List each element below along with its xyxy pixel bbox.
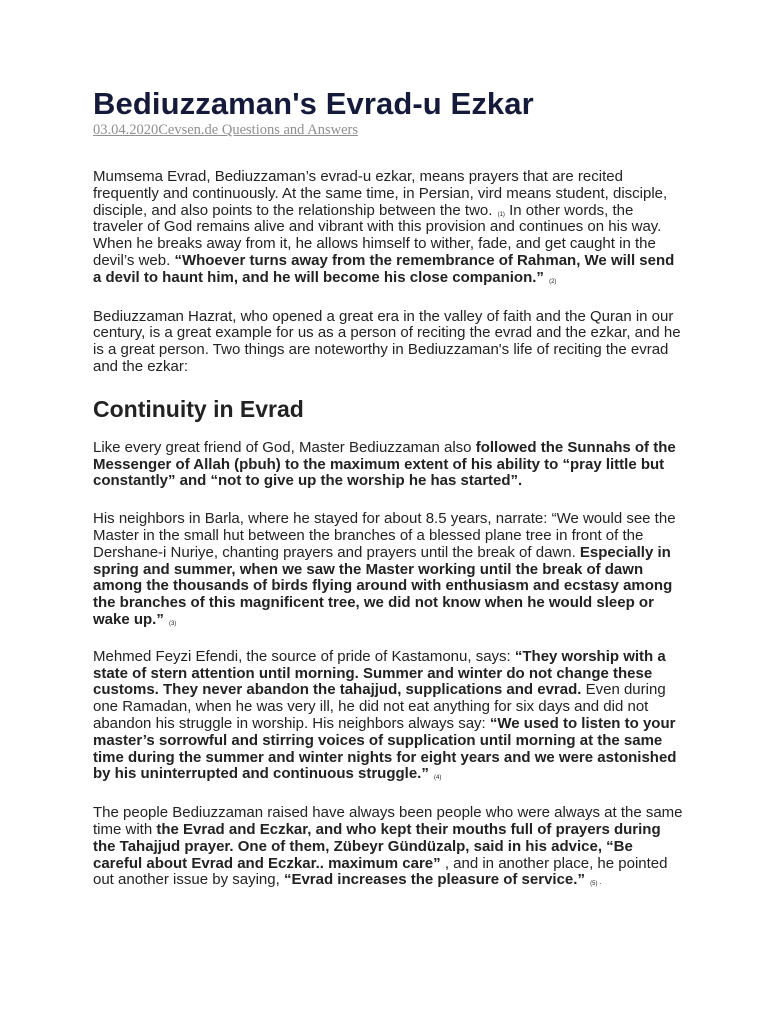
paragraph-text: The people Bediuzzaman raised have always been people who were always at the same time with bbox=[93, 804, 683, 838]
emphasis-text: “Evrad increases the pleasure of service.” bbox=[283, 871, 585, 889]
footnote-ref-5: (5) bbox=[590, 881, 598, 888]
paragraph-text: In other words, the traveler of God remains alive and vibrant with this provision and continues on his way. When he breaks away from it, he allows himself to wither, fade, and get caught in the devil’s web. bbox=[93, 201, 662, 269]
article-meta bbox=[93, 122, 683, 139]
emphasis-text: “We used to listen to your master’s sorrowful and stirring voices of supplication until morning at the same time during the summer and winter nights for eight years and we were astonished by his uninterrupted and continuous struggle.” bbox=[93, 714, 677, 783]
paragraph-text: Like every great friend of God, Master Bediuzzaman also bbox=[93, 438, 476, 456]
paragraph-text: Mehmed Feyzi Efendi, the source of pride of Kastamonu, says: bbox=[93, 647, 515, 665]
article bbox=[93, 86, 683, 892]
paragraph-intro bbox=[93, 169, 683, 287]
paragraph-barla bbox=[93, 511, 683, 629]
emphasis-text: the Evrad and Eczkar, and who kept their mouths full of prayers during the Tahajjud prayer. One of them, Zübeyr Gündüzalp, said in his advice, “Be careful about Evrad and Eczkar.. maximum care” bbox=[93, 820, 661, 872]
footnote-ref-1: (1) bbox=[497, 211, 505, 218]
quote-text: “Whoever turns away from the remembrance of Rahman, We will send a devil to haunt him, and he will become his close companion.” bbox=[93, 251, 675, 286]
paragraph-sunnah bbox=[93, 440, 683, 490]
trailing-text: . bbox=[597, 879, 602, 887]
article-date-link[interactable]: 03.04.2020 bbox=[93, 122, 159, 138]
paragraph-students bbox=[93, 805, 683, 892]
article-title: Bediuzzaman's Evrad-u Ezkar bbox=[93, 86, 534, 121]
paragraph-text: His neighbors in Barla, where he stayed for about 8.5 years, narrate: “We would see the Master in the small hut between the branches of a blessed plane tree in front of the Dershane-i Nuriye, chanting prayers and prayers until the break of dawn. bbox=[93, 510, 676, 561]
paragraph-text: Mumsema Evrad, Bediuzzaman’s evrad-u ezkar, means prayers that are recited frequently and continuously. At the same time, in Persian, vird means student, disciple, disciple, and also points to the relationship between the two. bbox=[93, 168, 668, 219]
paragraph-text: , and in another place, he pointed out another issue by saying, bbox=[93, 854, 668, 889]
footnote-ref-4: (4) bbox=[434, 775, 442, 782]
paragraph-text: Even during one Ramadan, when he was very ill, he did not eat anything for six days and did not abandon his struggle in worship. His neighbors always say: bbox=[93, 681, 666, 732]
footnote-ref-2: (2) bbox=[549, 278, 557, 285]
emphasis-text: “They worship with a state of stern attention until morning. Summer and winter do not change these customs. They never abandon the tahajjud, supplications and evrad. bbox=[93, 647, 666, 699]
emphasis-text: followed the Sunnahs of the Messenger of Allah (pbuh) to the maximum extent of his ability to “pray little but constantly” and “not to give up the worship he has started”. bbox=[93, 438, 676, 490]
section-heading: Continuity in Evrad bbox=[93, 395, 304, 422]
paragraph-kastamonu bbox=[93, 649, 683, 783]
footnote-ref-3: (3) bbox=[169, 620, 177, 627]
article-source-link[interactable]: Cevsen.de Questions and Answers bbox=[158, 122, 359, 138]
paragraph-hazrat: Bediuzzaman Hazrat, who opened a great era in the valley of faith and the Quran in our century, is a great example for us as a person of reciting the evrad and the ezkar, and he is a great person. Two things are noteworthy in Bediuzzaman's life of reciting the evrad and the ezkar: bbox=[93, 307, 681, 375]
emphasis-text: Especially in spring and summer, when we saw the Master working until the break of dawn among the thousands of birds flying around with enthusiasm and ecstasy among the branches of this magnificent tree, we did not know when he would sleep or wake up.” bbox=[93, 543, 673, 628]
